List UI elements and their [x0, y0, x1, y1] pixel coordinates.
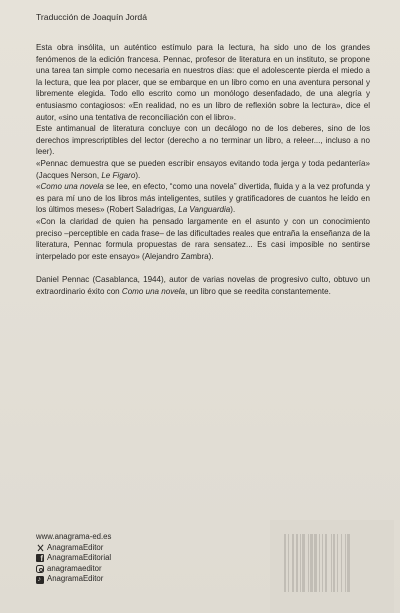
barcode-gap [350, 534, 351, 592]
tiktok-icon [36, 576, 44, 584]
source-le-figaro: Le Figaro [101, 170, 136, 180]
barcode-area [270, 520, 394, 613]
quote-vanguardia: «Como una novela se lee, en efecto, “como una novela” divertida, fluida y a la vez profunda y es para mí uno de los libros más inteligentes, sutiles y gratificadores de cuantos he leído en los últimos meses» (Robert Saladrigas, La Vanguardia). [36, 182, 370, 215]
intro-paragraph: Esta obra insólita, un auténtico estímulo para la lectura, ha sido uno de los grandes fenómenos de la edición francesa. Pennac, profesor de literatura en un instituto, se propone una tarea tan simple como necesaria en nuestros días: que el adolescente pierda el miedo a la lectura, que lea por placer, que se embarque en un libro como en una aventura personal y libremente elegida. Todo ello escrito como un monólogo desenfadado, de una alegría y entusiasmo contagiosos: «En realidad, no es un libro de reflexión sobre la lectura», dice el autor, «sino una tentativa de reconciliación con el libro». [36, 43, 370, 122]
instagram-link[interactable]: anagramaeditor [36, 564, 111, 575]
decalogue-paragraph: Este antimanual de literatura concluye con un decálogo no de los deberes, sino de los derechos imprescriptibles del lector (derecho a no terminar un libro, a releer..., incluso a no leer). [36, 124, 370, 157]
source-la-vanguardia: La Vanguardia [178, 205, 231, 215]
x-icon [36, 544, 44, 552]
author-bio: Daniel Pennac (Casablanca, 1944), autor de varias novelas de progresivo culto, obtuvo un extraordinario éxito con Como una novela, un libro que se reedita constantemente. [36, 275, 370, 296]
quote-figaro: «Pennac demuestra que se pueden escribir ensayos evitando toda jerga y toda pedantería» (Jacques Nerson, Le Figaro). [36, 158, 370, 180]
translator-credit: Traducción de Joaquín Jordá [36, 12, 147, 22]
instagram-icon [36, 565, 44, 573]
quote-zambra: «Con la claridad de quien ha pensado largamente en el asunto y con un conocimiento preciso –perceptible en cada frase– de las dificultades reales que entraña la enseñanza de la literatura, Pennac formula propuestas de rara sensatez... Es casi imposible no sentirse interpelado por este ensayo» (Alejandro Zambra). [36, 216, 370, 261]
facebook-link[interactable]: f AnagramaEditorial [36, 553, 111, 564]
publisher-contacts [36, 532, 111, 585]
x-link[interactable]: AnagramaEditor [36, 543, 111, 554]
book-title: Como una novela [121, 286, 185, 296]
barcode [284, 534, 380, 592]
tiktok-link[interactable]: ♪ AnagramaEditor [36, 574, 111, 585]
blurb [36, 42, 370, 297]
facebook-icon [36, 554, 44, 562]
website-link[interactable]: www.anagrama-ed.es [36, 532, 112, 541]
book-title: Como una novela [40, 182, 104, 192]
